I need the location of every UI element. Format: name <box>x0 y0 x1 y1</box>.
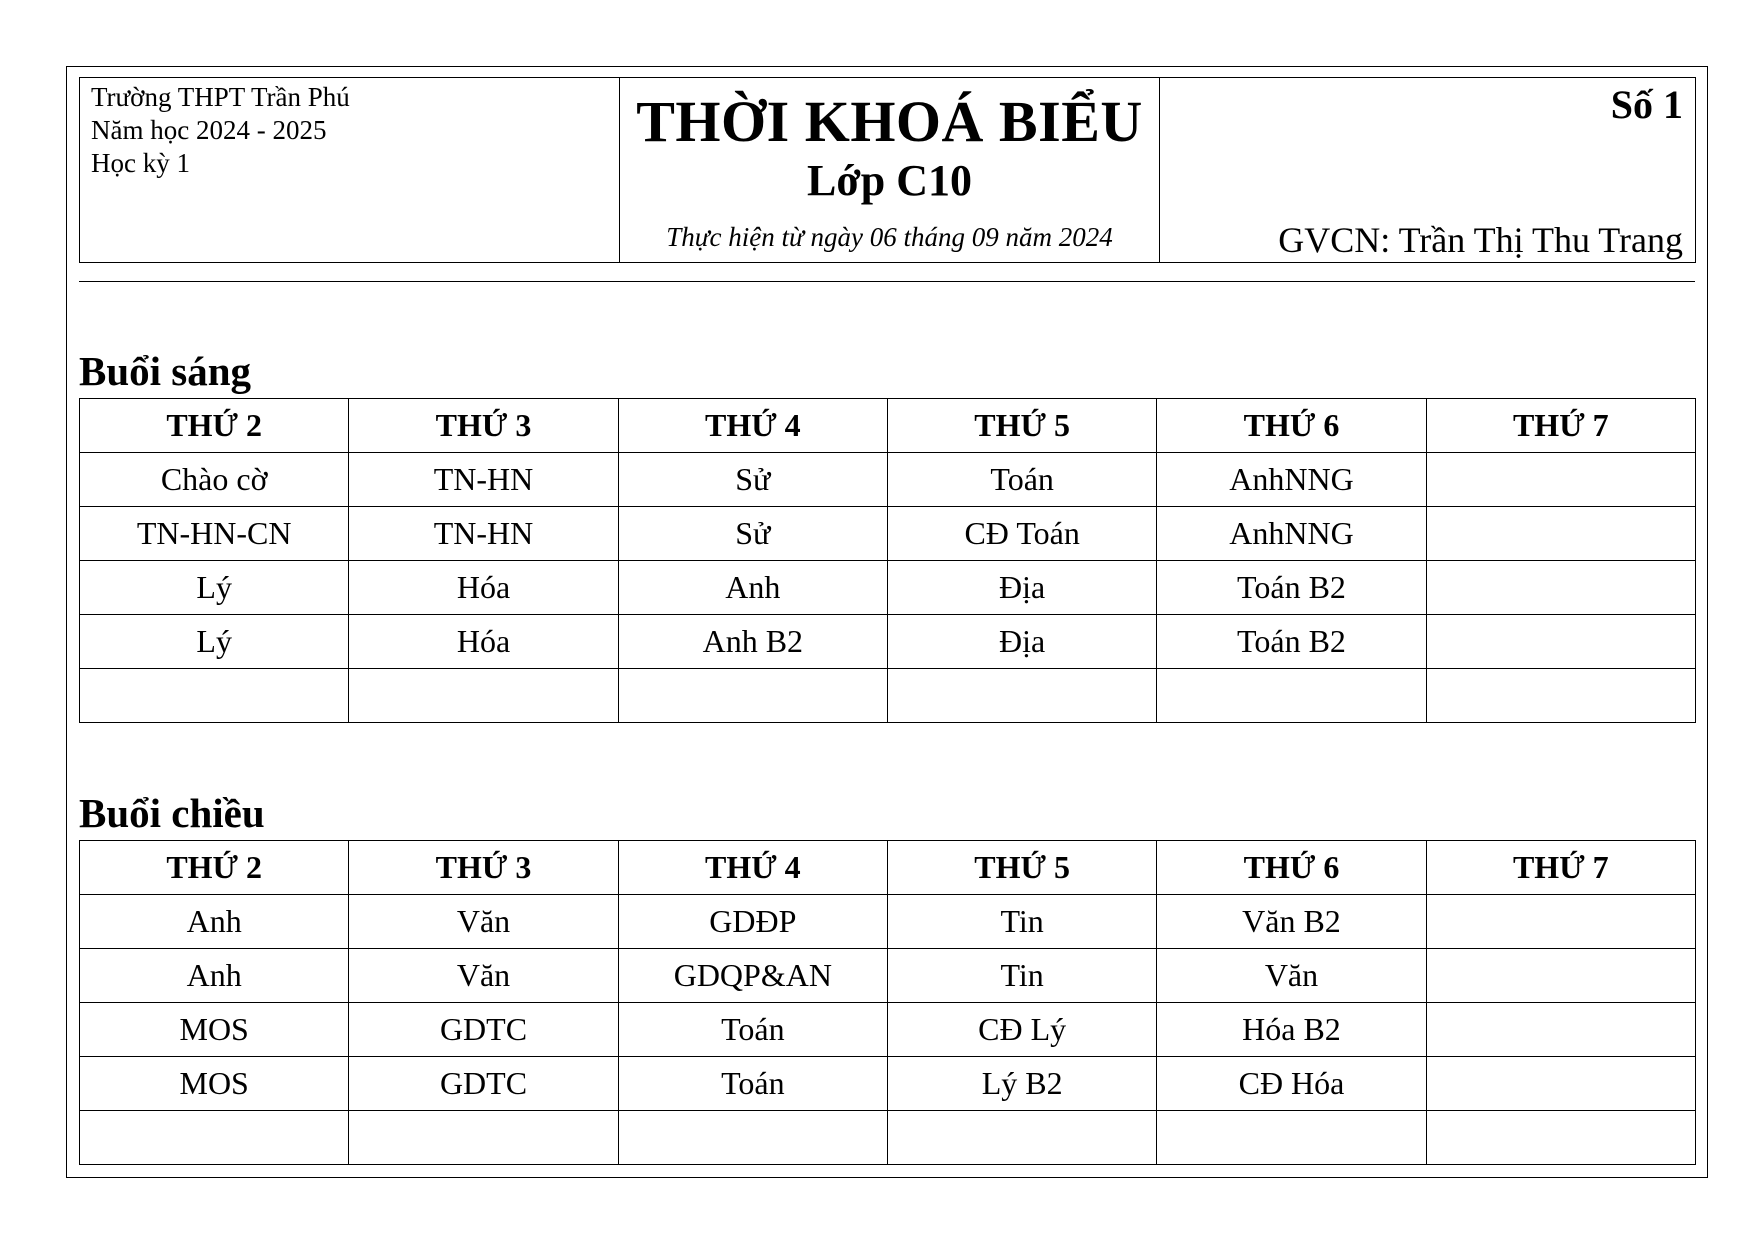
subject-cell <box>1426 615 1695 669</box>
subject-cell <box>1426 669 1695 723</box>
subject-cell: Văn B2 <box>1157 895 1426 949</box>
subject-cell: Anh <box>80 949 349 1003</box>
day-header: THỨ 4 <box>618 841 887 895</box>
day-header: THỨ 3 <box>349 399 618 453</box>
subject-cell: Tin <box>887 895 1156 949</box>
subject-cell <box>1426 1057 1695 1111</box>
subject-cell: Văn <box>349 949 618 1003</box>
subject-cell <box>1426 561 1695 615</box>
subject-cell <box>618 669 887 723</box>
subject-cell: Anh B2 <box>618 615 887 669</box>
subject-cell <box>887 1111 1156 1165</box>
header-row <box>80 399 1696 453</box>
subject-cell: Lý <box>80 561 349 615</box>
period-row <box>80 507 1696 561</box>
info-block <box>1160 78 1696 263</box>
homeroom-teacher: GVCN: Trần Thị Thu Trang <box>1278 220 1683 260</box>
subject-cell: Hóa <box>349 615 618 669</box>
subject-cell: Toán B2 <box>1157 561 1426 615</box>
subject-cell: GDTC <box>349 1003 618 1057</box>
period-row <box>80 615 1696 669</box>
period-row <box>80 949 1696 1003</box>
subject-cell <box>1426 895 1695 949</box>
header-table <box>79 77 1696 263</box>
period-row <box>80 561 1696 615</box>
document-number: Số 1 <box>1610 82 1683 127</box>
subject-cell: CĐ Toán <box>887 507 1156 561</box>
subject-cell <box>618 1111 887 1165</box>
subject-cell: Sử <box>618 507 887 561</box>
subject-cell: Lý B2 <box>887 1057 1156 1111</box>
header-row <box>80 841 1696 895</box>
subject-cell: GDĐP <box>618 895 887 949</box>
subject-cell <box>1426 507 1695 561</box>
day-header: THỨ 4 <box>618 399 887 453</box>
school-name: Trường THPT Trần Phú <box>91 82 350 112</box>
subject-cell <box>80 669 349 723</box>
subject-cell <box>1426 949 1695 1003</box>
subject-cell: Hóa B2 <box>1157 1003 1426 1057</box>
school-year: Năm học 2024 - 2025 <box>91 115 327 145</box>
day-header: THỨ 3 <box>349 841 618 895</box>
subject-cell <box>1157 669 1426 723</box>
school-info <box>80 78 620 263</box>
subject-cell <box>1426 453 1695 507</box>
subject-cell: Hóa <box>349 561 618 615</box>
effective-date: Thực hiện từ ngày 06 tháng 09 năm 2024 <box>666 222 1113 252</box>
title-block <box>620 78 1160 263</box>
subject-cell: Toán <box>618 1003 887 1057</box>
header-divider <box>79 281 1695 282</box>
subject-cell: Lý <box>80 615 349 669</box>
day-header: THỨ 6 <box>1157 841 1426 895</box>
subject-cell: GDQP&AN <box>618 949 887 1003</box>
semester: Học kỳ 1 <box>91 148 190 178</box>
subject-cell: Toán B2 <box>1157 615 1426 669</box>
period-row <box>80 1111 1696 1165</box>
subject-cell: AnhNNG <box>1157 507 1426 561</box>
period-row <box>80 1057 1696 1111</box>
day-header: THỨ 7 <box>1426 841 1695 895</box>
subject-cell: AnhNNG <box>1157 453 1426 507</box>
page-title: THỜI KHOÁ BIỂU <box>636 89 1143 154</box>
subject-cell: MOS <box>80 1057 349 1111</box>
subject-cell: Toán <box>618 1057 887 1111</box>
subject-cell: Anh <box>618 561 887 615</box>
period-row <box>80 453 1696 507</box>
subject-cell: Chào cờ <box>80 453 349 507</box>
subject-cell: Văn <box>349 895 618 949</box>
subject-cell: TN-HN-CN <box>80 507 349 561</box>
subject-cell <box>887 669 1156 723</box>
subject-cell: CĐ Hóa <box>1157 1057 1426 1111</box>
subject-cell: GDTC <box>349 1057 618 1111</box>
subject-cell: Văn <box>1157 949 1426 1003</box>
day-header: THỨ 7 <box>1426 399 1695 453</box>
subject-cell <box>349 1111 618 1165</box>
afternoon-schedule-table <box>79 840 1696 1165</box>
day-header: THỨ 2 <box>80 399 349 453</box>
subject-cell: Tin <box>887 949 1156 1003</box>
subject-cell: Địa <box>887 561 1156 615</box>
period-row <box>80 669 1696 723</box>
subject-cell <box>1157 1111 1426 1165</box>
subject-cell: MOS <box>80 1003 349 1057</box>
day-header: THỨ 5 <box>887 399 1156 453</box>
subject-cell: TN-HN <box>349 507 618 561</box>
subject-cell: CĐ Lý <box>887 1003 1156 1057</box>
morning-schedule-table <box>79 398 1696 723</box>
day-header: THỨ 5 <box>887 841 1156 895</box>
subject-cell: Anh <box>80 895 349 949</box>
subject-cell <box>1426 1111 1695 1165</box>
subject-cell <box>1426 1003 1695 1057</box>
period-row <box>80 1003 1696 1057</box>
day-header: THỨ 2 <box>80 841 349 895</box>
morning-title: Buổi sáng <box>79 348 252 394</box>
subject-cell: TN-HN <box>349 453 618 507</box>
subject-cell <box>349 669 618 723</box>
subject-cell: Toán <box>887 453 1156 507</box>
period-row <box>80 895 1696 949</box>
class-name: Lớp C10 <box>807 156 972 205</box>
subject-cell: Sử <box>618 453 887 507</box>
day-header: THỨ 6 <box>1157 399 1426 453</box>
afternoon-title: Buổi chiều <box>79 790 265 836</box>
subject-cell: Địa <box>887 615 1156 669</box>
subject-cell <box>80 1111 349 1165</box>
